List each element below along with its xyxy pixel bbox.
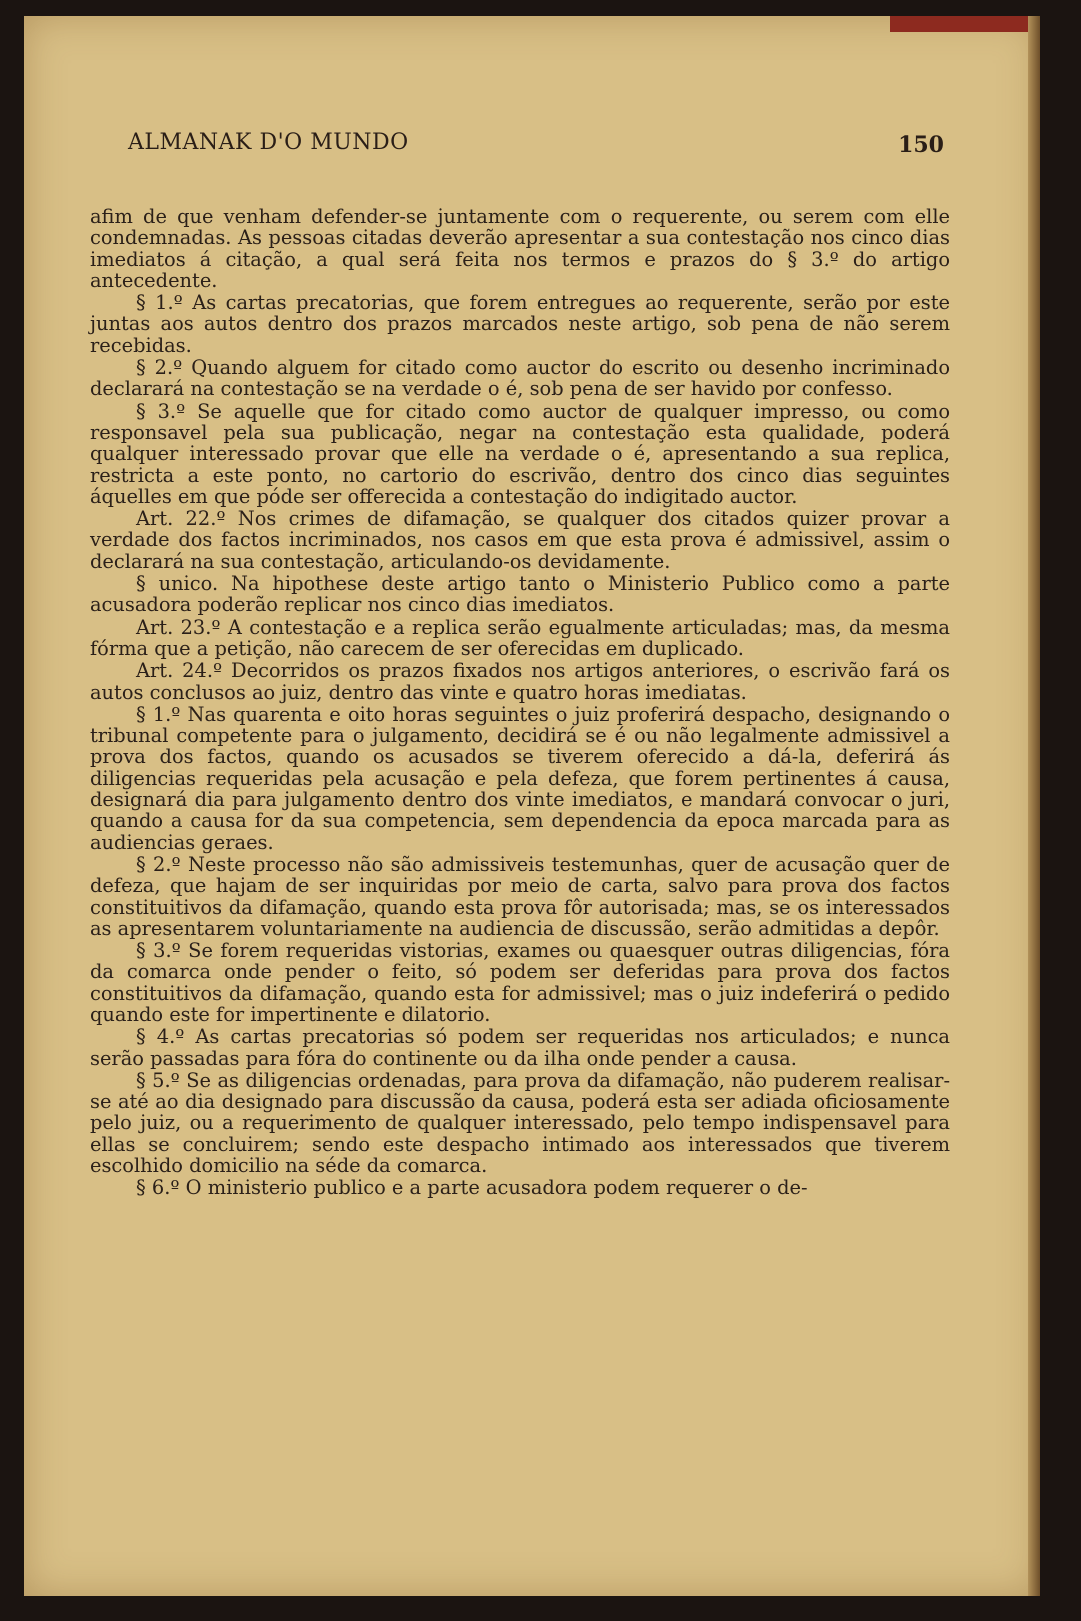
paragraph: § 2.º Neste processo não são admissiveis testemunhas, quer de acusação quer de defeza, que hajam de ser inquiridas por meio de carta, salvo para prova dos factos constituitivos da difamação, quando esta prova fôr autorisada; mas, se os interessados as apresentarem voluntariamente na audiencia de discussão, serão admitidas a depôr.: [90, 852, 950, 940]
cover-edge: [890, 16, 1040, 32]
paragraph: Art. 22.º Nos crimes de difamação, se qualquer dos citados quizer provar a verdade dos factos incriminados, nos casos em que esta prova é admissivel, assim o declarará na sua contestação, articulando-os devidamente.: [90, 507, 950, 573]
paragraph: § 3.º Se aquelle que for citado como auctor de qualquer impresso, ou como responsavel pela sua publicação, negar na contestação esta qualidade, poderá qualquer interessado provar que elle na verdade o é, apresentando a sua replica, restricta a este ponto, no cartorio do escrivão, dentro dos cinco dias seguintes áquelles em que póde ser offerecida a contestação do indigitado auctor.: [90, 399, 950, 508]
paragraph: § 1.º Nas quarenta e oito horas seguintes o juiz proferirá despacho, designando o tribunal competente para o julgamento, decidirá se é ou não legalmente admissivel a prova dos factos, quando os acusados se tiverem oferecido a dá-la, deferirá ás diligencias requeridas pela acusação e pela defeza, que forem pertinentes á causa, designará dia para julgamento dentro dos vinte imediatos, e mandará convocar o juri, quando a causa for da sua competencia, sem dependencia da epoca marcada para as audiencias geraes.: [90, 702, 950, 854]
page-body: [90, 206, 950, 1200]
paragraph: afim de que venham defender-se juntamente com o requerente, ou serem com elle condemnadas. As pessoas citadas deverão apresentar a sua contestação nos cinco dias imediatos á citação, a qual será feita nos termos e prazos do § 3.º do artigo antecedente.: [90, 205, 950, 292]
paragraph: § unico. Na hipothese deste artigo tanto o Ministerio Publico como a parte acusadora poderão replicar nos cinco dias imediatos.: [90, 572, 950, 617]
running-title: ALMANAK D'O MUNDO: [128, 130, 409, 155]
page-header: [104, 126, 944, 160]
paragraph: § 6.º O ministerio publico e a parte acusadora podem requerer o de-: [136, 1176, 808, 1200]
book-page: [24, 16, 1040, 1596]
page-number: 150: [898, 132, 944, 158]
paragraph: § 4.º As cartas precatorias só podem ser requeridas nos articulados; e nunca serão passadas para fóra do continente ou da ilha onde pender a causa.: [90, 1025, 950, 1070]
page-edge: [1028, 16, 1040, 1596]
paragraph: § 5.º Se as diligencias ordenadas, para prova da difamação, não puderem realisar-se até ao dia designado para discussão da causa, poderá esta ser adiada oficiosamente pelo juiz, ou a requerimento de qualquer interessado, pelo tempo indispensavel para ellas se concluirem; sendo este despacho intimado aos interessados que tiverem escolhido domicilio na séde da comarca.: [90, 1068, 950, 1178]
paragraph: § 2.º Quando alguem for citado como auctor do escrito ou desenho incriminado declarará na contestação se na verdade o é, sob pena de ser havido por confesso.: [90, 356, 950, 401]
paragraph: § 1.º As cartas precatorias, que forem entregues ao requerente, serão por este juntas aos autos dentro dos prazos marcados neste artigo, sob pena de não serem recebidas.: [90, 291, 950, 357]
paragraph: Art. 23.º A contestação e a replica serão egualmente articuladas; mas, da mesma fórma que a petição, não carecem de ser oferecidas em duplicado.: [90, 615, 950, 660]
paragraph: § 3.º Se forem requeridas vistorias, exames ou quaesquer outras diligencias, fóra da comarca onde pender o feito, só podem ser deferidas para prova dos factos constituitivos da difamação, quando esta for admissivel; mas o juiz indeferirá o pedido quando este for impertinente e dilatorio.: [90, 939, 950, 1026]
paragraph: Art. 24.º Decorridos os prazos fixados nos artigos anteriores, o escrivão fará os autos conclusos ao juiz, dentro das vinte e quatro horas imediatas.: [90, 659, 950, 704]
